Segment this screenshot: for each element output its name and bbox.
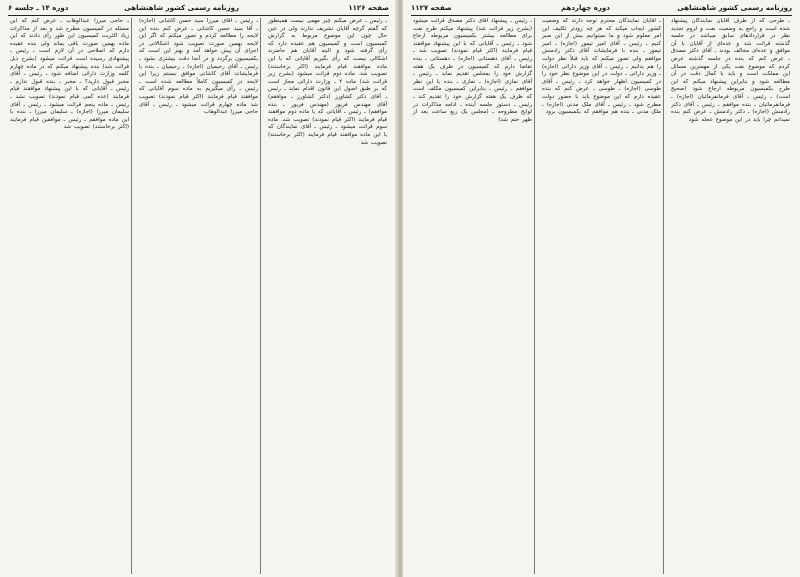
- right-header-rule: [411, 15, 792, 16]
- left-page: [0, 0, 397, 577]
- left-columns: [8, 18, 389, 574]
- right-column-3: [411, 18, 535, 574]
- right-page: [403, 0, 800, 577]
- left-page-number: صفحه ۱۱۲۶: [348, 4, 389, 12]
- left-page-title: روزنامه رسمی کشور شاهنشاهی: [124, 4, 239, 12]
- right-column-1: [669, 18, 792, 574]
- left-column-1: [266, 18, 389, 574]
- right-column-3-text: ـ رئیس ـ پیشنهاد آقای دکتر مصدق قرائت میشود (بشرح زیر قرائت شد) پیشنهاد میکنم طرح نفت برای مطالعه بیشتر بکمیسیون مربوطه ارجاع شود ـ رئیس ـ آقایانی که با این پیشنهاد موافقند قیام فرمایند (اکثر قیام نمودند) تصویب شد ـ رئیس ـ آقای دهستانی (اجازه) ـ دهستانی ـ بنده تقاضا دارم که کمیسیون در ظرف یک هفته گزارش خود را بمجلس تقدیم نماید ـ رئیس ـ آقای نمازی (اجازه) ـ نمازی ـ بنده با این نظر موافقم ـ رئیس ـ بنابراین کمیسیون مکلف است که ظرف یک هفته گزارش خود را تقدیم کند ـ رئیس ـ دستور جلسه آینده ـ ادامه مذاکرات در لوایح مطروحه ـ (مجلس یک ربع ساعت بعد از ظهر ختم شد): [413, 18, 532, 123]
- left-column-3-text: ـ حاجی میرزا عبدالوهاب ـ عرض کنم که این مسئله در کمیسیون مطرح شد و بعد از مذاکرات زیاد اکثریت کمیسیون این طور رأی دادند که این ماده بهمین صورت باقی بماند ولی بنده عقیده دارم که اصلاحی در آن لازم است ـ رئیس ـ پیشنهادی رسیده است قرائت میشود (بشرح ذیل قرائت شد) بنده پیشنهاد میکنم که در ماده چهارم کلمه وزارت دارائی اضافه شود ـ رئیس ـ آقای مخبر قبول دارید؟ ـ مخبر ـ بنده قبول ندارم ـ رئیس ـ آقایانی که با این پیشنهاد موافقند قیام فرمایند (عده کمی قیام نمودند) تصویب نشد ـ رئیس ـ ماده پنجم قرائت میشود ـ رئیس ـ آقای سلیمان میرزا (اجازه) ـ سلیمان میرزا ـ بنده با این ماده موافقم ـ رئیس ـ موافقین قیام فرمایند (اکثر برخاستند) تصویب شد: [10, 18, 129, 131]
- right-columns: [411, 18, 792, 574]
- right-page-session: دوره چهاردهم: [561, 4, 610, 12]
- left-column-2-text: ـ رئیس ـ آقای میرزا سید حسن کاشانی (اجازه) ـ آقا سید حسن کاشانی ـ عرض کنم بنده این لایحه را مطالعه کردم و تصور میکنم که اگر این لایحه بهمین صورت تصویب شود اشکالاتی در اجرای آن پیش خواهد آمد و بهتر این است که بکمیسیون برگردد و در آنجا دقت بیشتری بشود ـ رئیس ـ آقای رحیمیان (اجازه) ـ رحیمیان ـ بنده با فرمایشات آقای کاشانی موافق نیستم زیرا این لایحه در کمیسیون کاملاً مطالعه شده است ـ رئیس ـ رأی میگیریم به ماده سوم آقایانی که موافقند قیام فرمایند (اکثر قیام نمودند) تصویب شد ماده چهارم قرائت میشود ـ رئیس ـ آقای حاجی میرزا عبدالوهاب: [139, 18, 258, 116]
- right-column-2-text: ـ آقایان نمایندگان محترم توجه دارند که وضعیت کشور ایجاب میکند که هر چه زودتر تکلیف این امر معلوم شود و ما نمیتوانیم بیش از این صبر کنیم ـ رئیس ـ آقای امیر تیمور (اجازه) ـ امیر تیمور ـ بنده با فرمایشات آقای دکتر رادمنش موافقم ولی تصور میکنم که باید قبلاً نظر دولت را هم بدانیم ـ رئیس ـ آقای وزیر دارائی (اجازه) ـ وزیر دارائی ـ دولت در این موضوع نظر خود را در کمیسیون اظهار خواهد کرد ـ رئیس ـ آقای طوسی (اجازه) ـ طوسی ـ عرض کنم که بنده عقیده دارم که این موضوع باید با حضور دولت مطرح شود ـ رئیس ـ آقای ملک مدنی (اجازه) ـ ملک مدنی ـ بنده هم موافقم که بکمیسیون برود: [542, 18, 661, 116]
- left-page-session: دوره ۱۴ ـ جلسه ۶: [8, 4, 69, 12]
- left-column-3: [8, 18, 132, 574]
- right-column-2: [540, 18, 664, 574]
- right-page-title: روزنامه رسمی کشور شاهنشاهی: [677, 4, 792, 12]
- right-column-1-text: ـ طرحی که از طرف آقایان نمایندگان پیشنهاد شده است و راجع به وضعیت نفت و لزوم تجدید نظر در قراردادهای سابق میباشد در جلسه گذشته قرائت شد و عده‌ای از آقایان با آن موافق و عده‌ای مخالف بودند ـ آقای دکتر مصدق ـ عرض کنم که بنده در جلسه گذشته عرض کردم که موضوع نفت یکی از مهمترین مسائل این مملکت است و باید با کمال دقت در آن مطالعه شود و بنابراین پیشنهاد میکنم که این طرح بکمیسیون مربوطه ارجاع شود (صحیح است) ـ رئیس ـ آقای فرمانفرمائیان (اجازه) ـ فرمانفرمائیان ـ بنده موافقم ـ رئیس ـ آقای دکتر رادمنش (اجازه) ـ دکتر رادمنش ـ عرض کنم بنده نمیدانم چرا باید در این موضوع عجله شود: [671, 18, 790, 123]
- left-column-2: [137, 18, 261, 574]
- right-page-header: [411, 2, 792, 14]
- right-page-number: صفحه ۱۱۲۷: [411, 4, 452, 12]
- left-page-header: [8, 2, 389, 14]
- left-header-rule: [8, 15, 389, 16]
- left-column-1-text: ـ رئیس ـ عرض میکنم چیز مهمی نیست همینطور که گفتم گرچه آقایان تشریف ندارند ولی در عین حال چون این موضوع مربوط به گزارش کمیسیون است و کمیسیون هم عقیده دارد که رأی گرفته شود و البته آقایان هم حاضرند اشکالی نیست که رأی بگیریم آقایانی که با این ماده موافقند قیام فرمایند (اکثر برخاستند) تصویب شد. ماده دوم قرائت میشود (بشرح زیر قرائت شد) ماده ۲ ـ وزارت دارائی مجاز است که بر طبق اصول این قانون اقدام نماید ـ رئیس ـ آقای دکتر کشاورز (دکتر کشاورز ـ موافقم) آقای مهندس فریور (مهندس فریور ـ بنده موافقم) ـ رئیس ـ آقایانی که با ماده دوم موافقند قیام فرمایند (اکثر قیام نمودند) تصویب شد. ماده سوم قرائت میشود ـ رئیس ـ آقای نمایندگان که با این ماده موافقند قیام فرمایند (اکثر برخاستند) تصویب شد: [267, 18, 387, 146]
